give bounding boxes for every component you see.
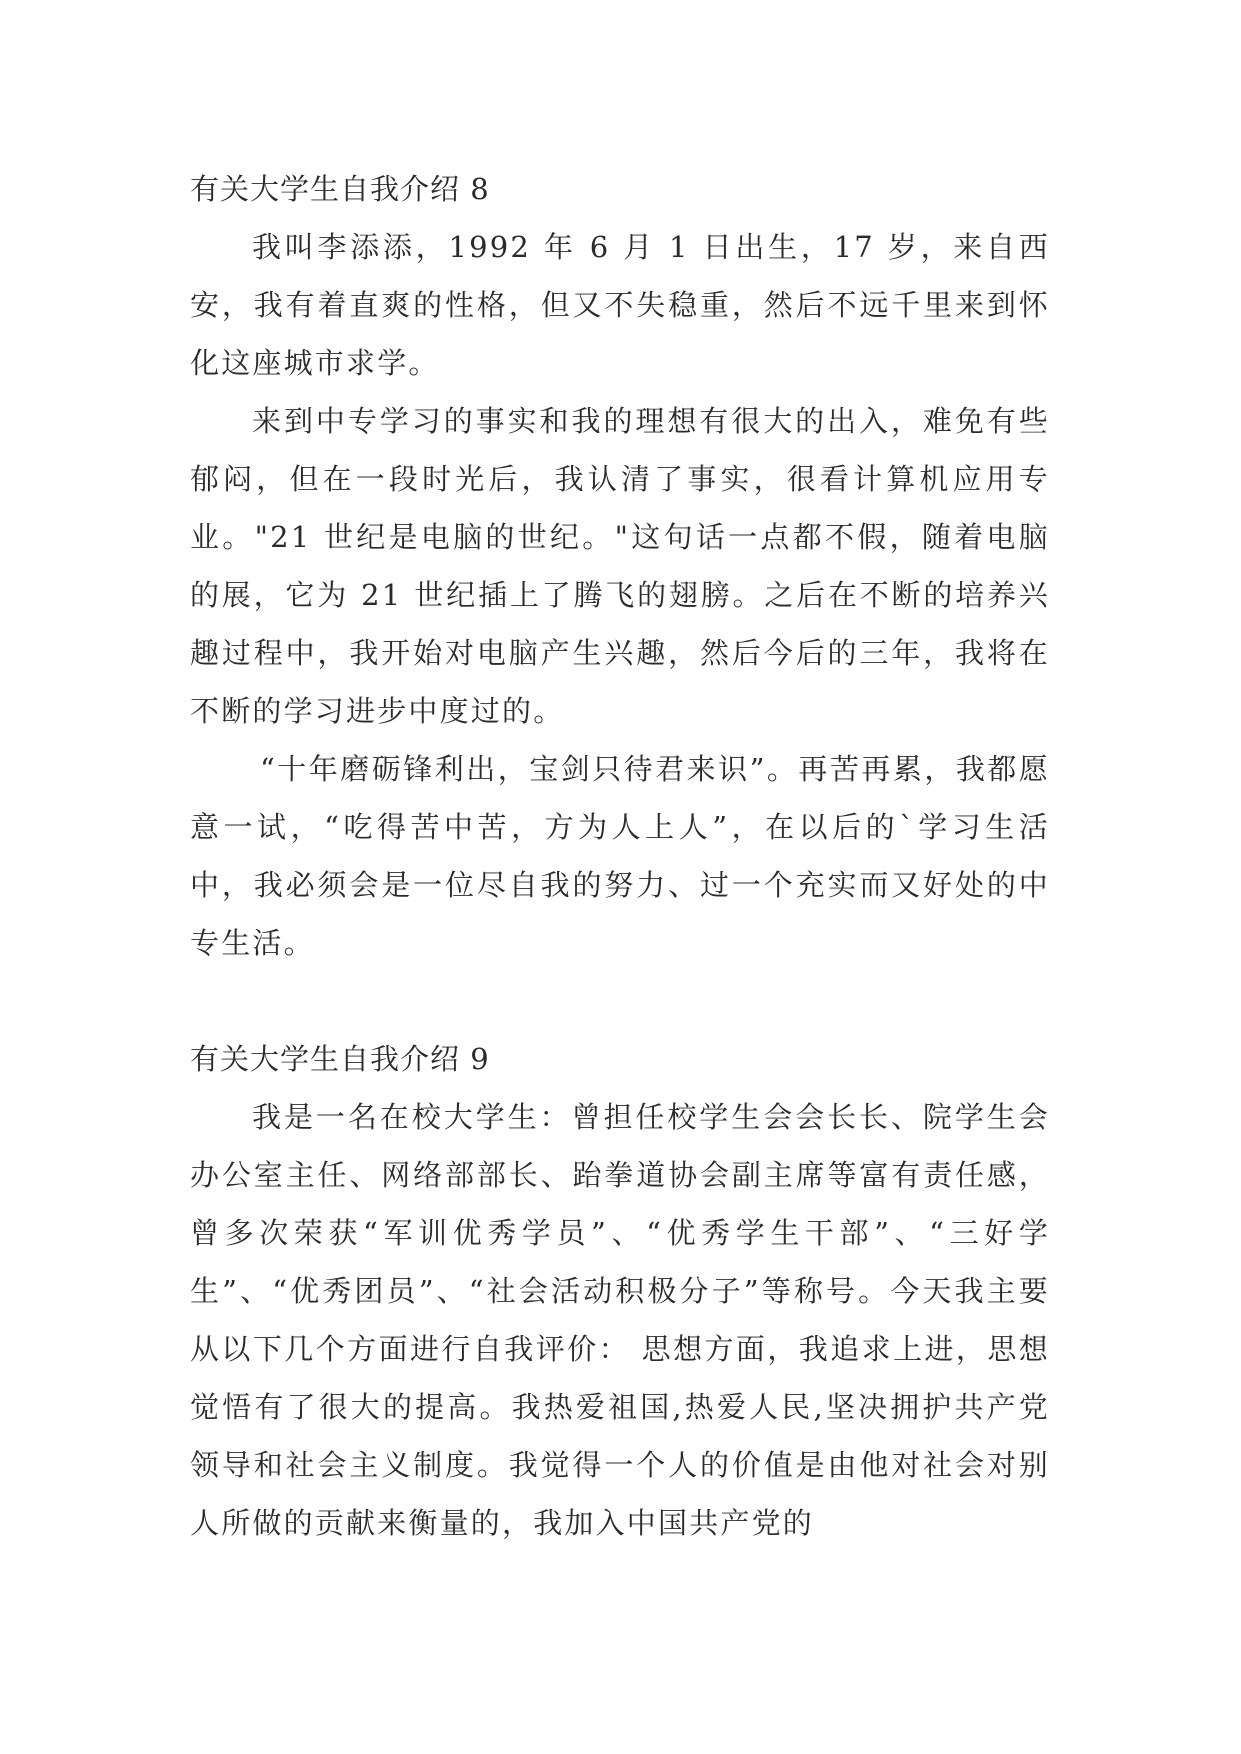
paragraph: 来到中专学习的事实和我的理想有很大的出入，难免有些郁闷，但在一段时光后，我认清了事实，很看计算机应用专业。"21 世纪是电脑的世纪。"这句话一点都不假，随着电脑的展，它为 21 世纪插上了腾飞的翅膀。之后在不断的培养兴趣过程中，我开始对电脑产生兴趣，然后今后的三年，我将在不断的学习进步中度过的。 [190,404,1050,728]
paragraph: 我叫李添添，1992 年 6 月 1 日出生，17 岁，来自西安，我有着直爽的性格，但又不失稳重，然后不远千里来到怀化这座城市求学。 [190,230,1050,380]
paragraph: “十年磨砺锋利出，宝剑只待君来识”。再苦再累，我都愿意一试，“吃得苦中苦，方为人上人”，在以后的`学习生活中，我必须会是一位尽自我的努力、过一个充实而又好处的中专生活。 [190,752,1050,960]
paragraph: 我是一名在校大学生：曾担任校学生会会长长、院学生会办公室主任、网络部部长、跆拳道协会副主席等富有责任感，曾多次荣获“军训优秀学员”、“优秀学生干部”、“三好学生”、“优秀团员”、“社会活动积极分子”等称号。今天我主要从以下几个方面进行自我评价： 思想方面，我追求上进，思想觉悟有了很大的提高。我热爱祖国,热爱人民,坚决拥护共产党领导和社会主义制度。我觉得一个人的价值是由他对社会对别人所做的贡献来衡量的，我加入中国共产党的 [190,1100,1050,1540]
section-heading: 有关大学生自我介绍 9 [190,1042,490,1076]
section-self-intro-8 [190,160,1050,972]
section-self-intro-9 [190,1030,1050,1552]
section-heading: 有关大学生自我介绍 8 [190,172,490,206]
document-page [190,0,1050,1754]
